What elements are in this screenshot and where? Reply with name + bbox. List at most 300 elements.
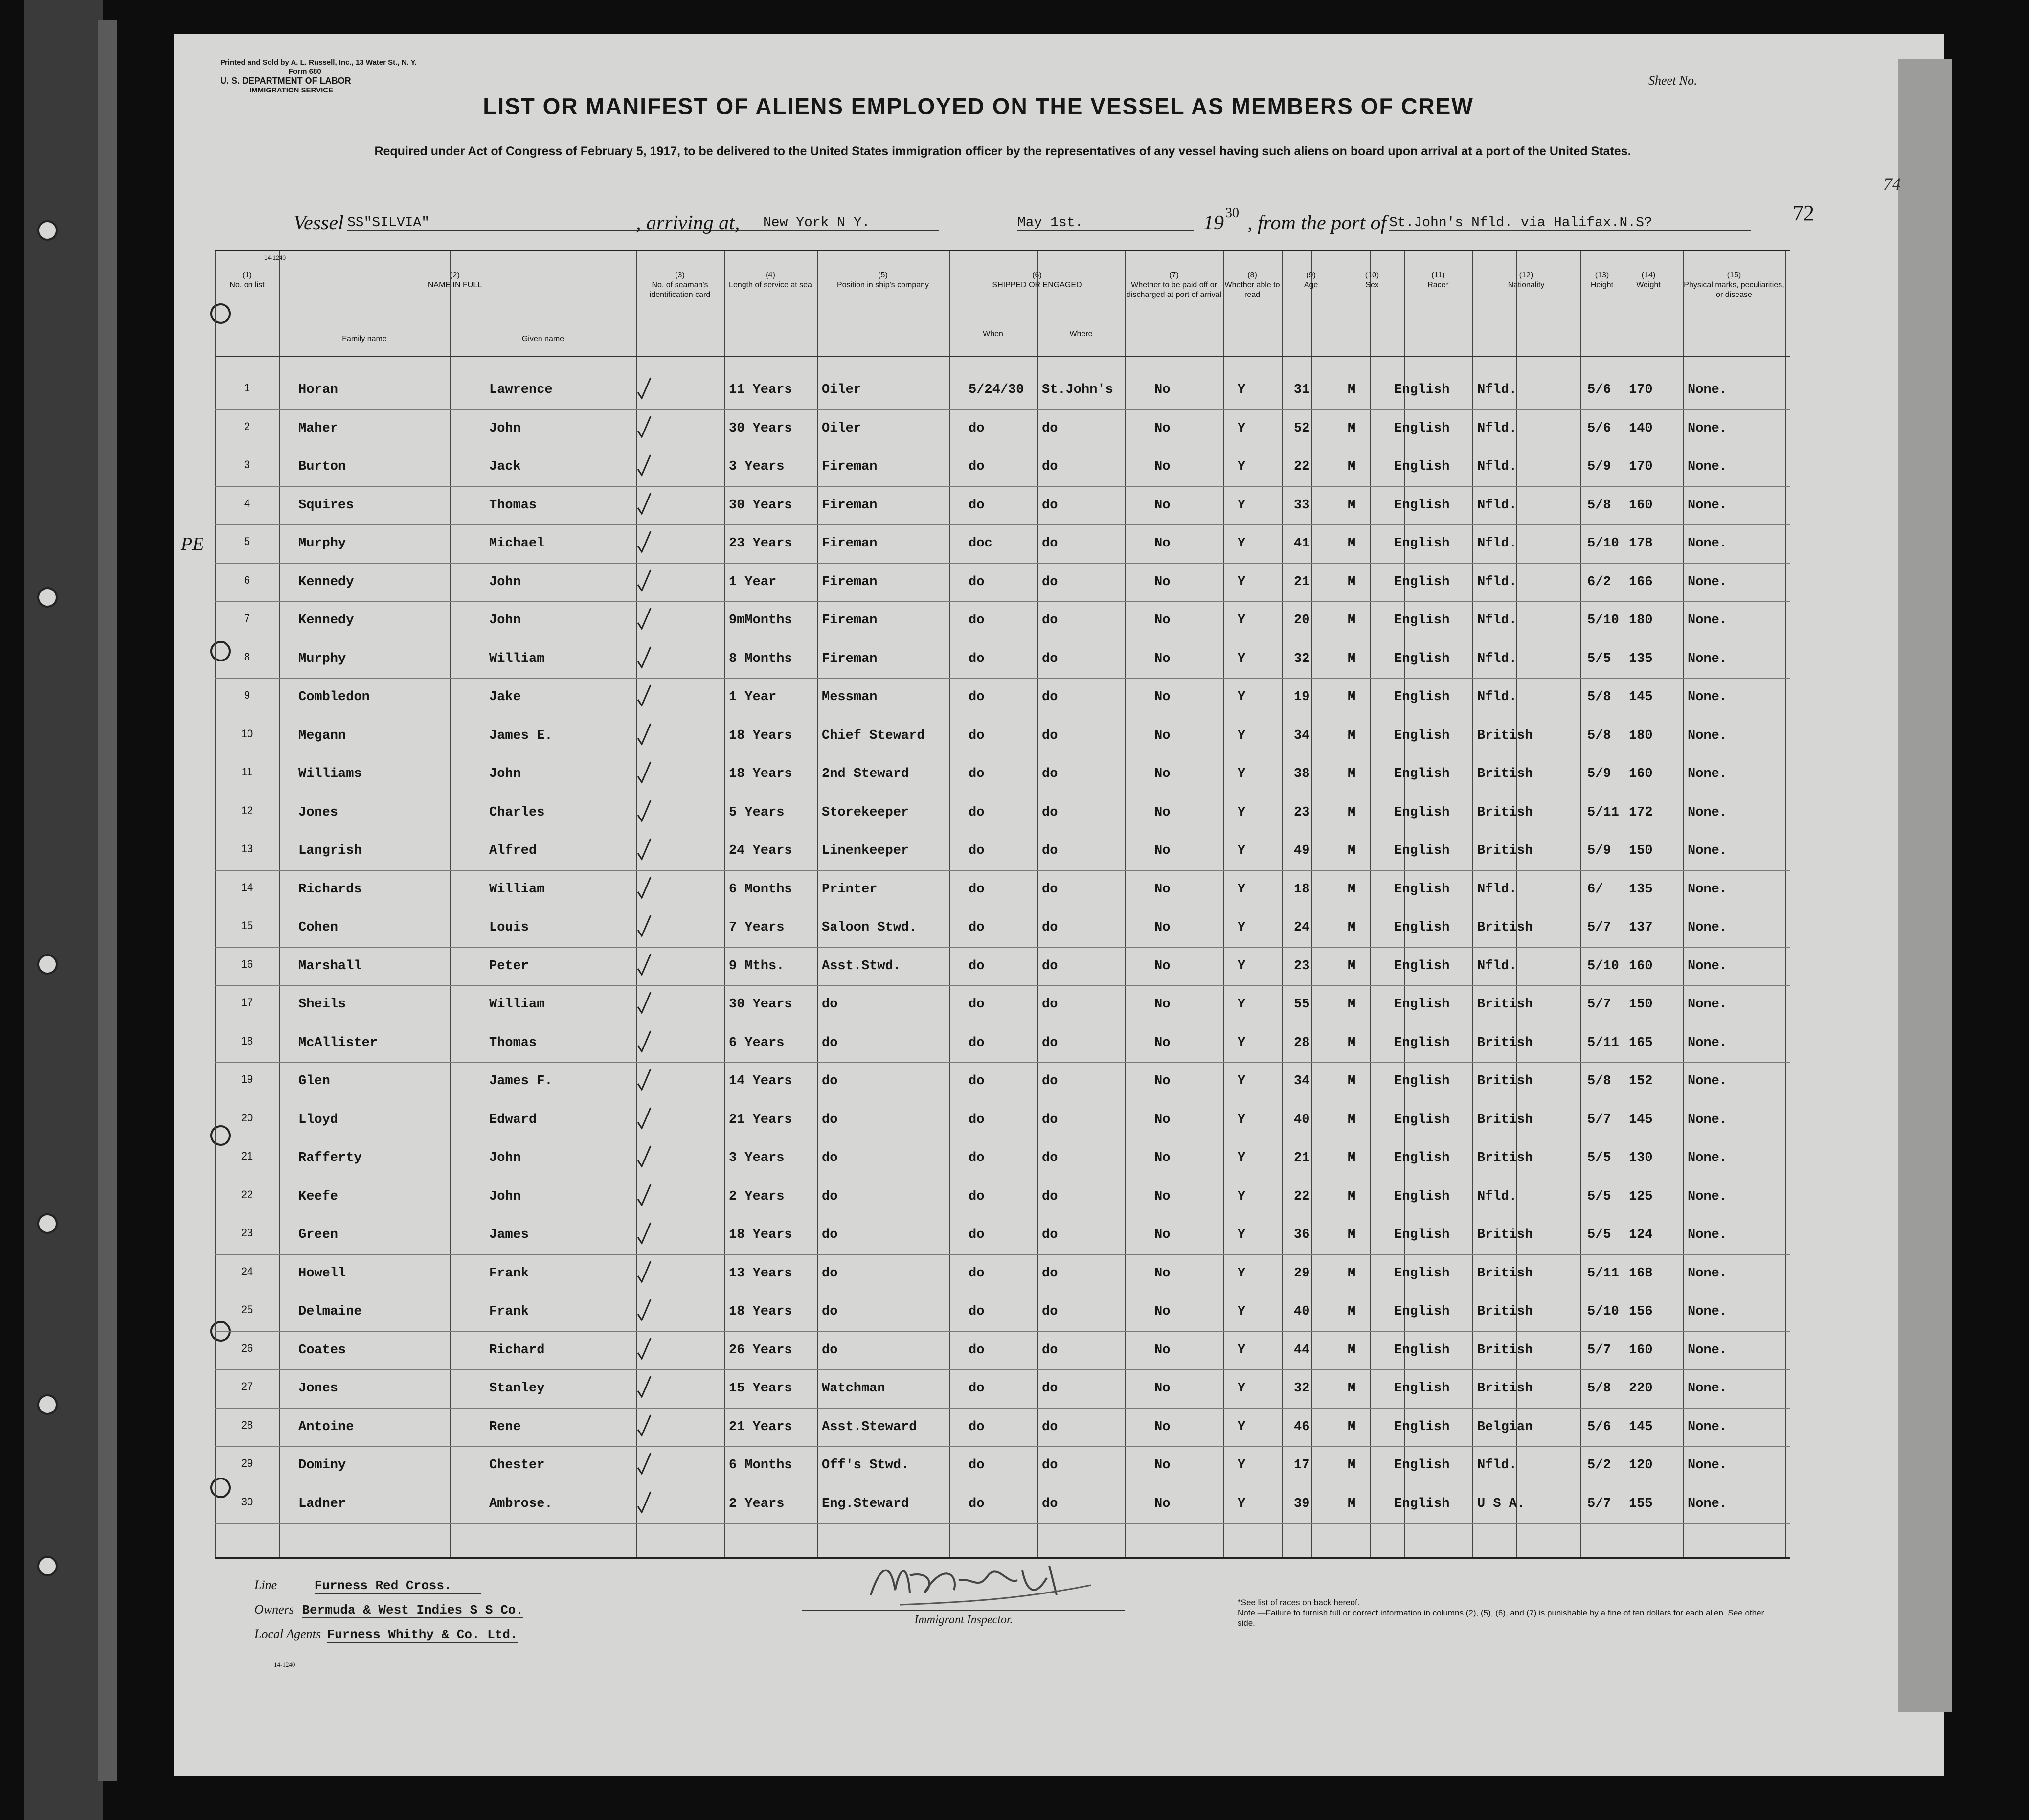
cell-read: Y	[1238, 1419, 1246, 1434]
row-number: 27	[241, 1380, 253, 1392]
cell-service: 24 Years	[729, 843, 792, 858]
column-header	[1580, 271, 1624, 290]
header-rule	[215, 356, 1790, 357]
cell-race: English	[1394, 1342, 1450, 1358]
cell-age: 24	[1294, 920, 1310, 935]
cell-height: 5/8	[1587, 498, 1611, 513]
cell-sex: M	[1348, 1266, 1356, 1281]
cell-where: do	[1042, 1342, 1058, 1358]
cell-paid: No	[1154, 536, 1171, 551]
cell-where: do	[1042, 728, 1058, 743]
cell-nat: British	[1477, 1266, 1533, 1281]
row-rule	[215, 1523, 1790, 1524]
check-mark-icon	[636, 414, 653, 440]
row-number: 29	[241, 1457, 253, 1469]
cell-given: John	[489, 767, 521, 781]
cell-nat: British	[1477, 1074, 1533, 1089]
cell-marks: None.	[1688, 1228, 1728, 1242]
cell-weight: 160	[1629, 958, 1653, 974]
column-label: Length of service at sea	[729, 281, 812, 289]
cell-service: 6 Years	[729, 1035, 785, 1050]
cell-height: 5/9	[1587, 767, 1611, 781]
column-rule	[279, 251, 280, 1557]
cell-paid: No	[1154, 805, 1171, 820]
cell-nat: Nfld.	[1477, 613, 1517, 628]
from-label: , from the port of	[1247, 212, 1387, 234]
cell-sex: M	[1348, 1496, 1356, 1511]
check-mark-icon	[636, 529, 653, 555]
cell-race: English	[1394, 997, 1450, 1012]
form-number: Form 680	[289, 68, 321, 76]
cell-service: 23 Years	[729, 536, 792, 551]
cell-where: do	[1042, 536, 1058, 551]
cell-where: do	[1042, 1381, 1058, 1396]
cell-paid: No	[1154, 1342, 1171, 1358]
inspector-signature	[861, 1556, 1105, 1610]
check-mark-icon	[636, 453, 653, 478]
column-label: Whether to be paid off or discharged at port of arrival	[1127, 281, 1221, 299]
cell-paid: No	[1154, 958, 1171, 974]
cell-family: Howell	[298, 1266, 346, 1281]
cell-family: Murphy	[298, 536, 346, 551]
column-label: Nationality	[1508, 281, 1545, 289]
cell-height: 6/2	[1587, 574, 1611, 590]
binder-spine	[98, 20, 117, 1781]
cell-read: Y	[1238, 767, 1246, 781]
column-header	[1125, 271, 1223, 300]
cell-race: English	[1394, 1381, 1450, 1396]
cell-position: Fireman	[822, 498, 878, 513]
cell-given: Peter	[489, 958, 529, 974]
cell-weight: 152	[1629, 1074, 1653, 1089]
cell-height: 5/11	[1587, 1035, 1619, 1050]
row-number: 28	[241, 1418, 253, 1431]
cell-where: do	[1042, 997, 1058, 1012]
column-label: Weight	[1636, 281, 1661, 289]
cell-paid: No	[1154, 882, 1171, 897]
column-rule	[1370, 251, 1371, 1557]
cell-family: Ladner	[298, 1496, 346, 1511]
cell-position: do	[822, 1035, 838, 1050]
cell-sex: M	[1348, 574, 1356, 590]
agents-label: Local Agents	[254, 1627, 321, 1641]
cell-age: 46	[1294, 1419, 1310, 1434]
row-number: 19	[241, 1073, 253, 1085]
cell-race: English	[1394, 690, 1450, 705]
cell-race: English	[1394, 1304, 1450, 1319]
column-header	[215, 271, 279, 290]
cell-weight: 150	[1629, 997, 1653, 1012]
cell-marks: None.	[1688, 651, 1728, 666]
check-mark-icon	[636, 1490, 653, 1515]
cell-marks: None.	[1688, 805, 1728, 820]
row-number: 25	[241, 1303, 253, 1316]
cell-given: Rene	[489, 1419, 521, 1434]
row-number: 17	[241, 996, 253, 1008]
cell-paid: No	[1154, 613, 1171, 628]
cell-given: William	[489, 997, 545, 1012]
cell-service: 30 Years	[729, 997, 792, 1012]
cell-service: 6 Months	[729, 1458, 792, 1473]
cell-sex: M	[1348, 997, 1356, 1012]
cell-marks: None.	[1688, 882, 1728, 897]
cell-given: Charles	[489, 805, 545, 820]
column-rule	[1404, 251, 1405, 1557]
cell-height: 5/10	[1587, 536, 1619, 551]
races-note: *See list of races on back hereof.	[1238, 1598, 1360, 1607]
cell-given: Chester	[489, 1458, 545, 1473]
row-rule	[215, 985, 1790, 986]
cell-nat: Nfld.	[1477, 1458, 1517, 1473]
cell-family: Combledon	[298, 690, 370, 705]
cell-where: do	[1042, 920, 1058, 935]
cell-given: Thomas	[489, 498, 537, 513]
cell-age: 40	[1294, 1112, 1310, 1127]
cell-race: English	[1394, 1112, 1450, 1127]
cell-where: do	[1042, 1266, 1058, 1281]
column-label: Whether able to read	[1224, 281, 1280, 299]
cell-weight: 220	[1629, 1381, 1653, 1396]
cell-marks: None.	[1688, 1458, 1728, 1473]
cell-weight: 135	[1629, 882, 1653, 897]
cell-height: 5/11	[1587, 1266, 1619, 1281]
cell-read: Y	[1238, 1228, 1246, 1242]
cell-where: do	[1042, 882, 1058, 897]
page-title: LIST OR MANIFEST OF ALIENS EMPLOYED ON THE VESSEL AS MEMBERS OF CREW	[483, 93, 1474, 119]
cell-family: Glen	[298, 1074, 330, 1089]
cell-marks: None.	[1688, 690, 1728, 705]
cell-weight: 124	[1629, 1228, 1653, 1242]
cell-age: 38	[1294, 767, 1310, 781]
cell-marks: None.	[1688, 843, 1728, 858]
cell-marks: None.	[1688, 383, 1728, 397]
cell-family: Kennedy	[298, 613, 354, 628]
column-number: (12)	[1519, 271, 1533, 279]
year-suffix: 30	[1225, 205, 1239, 221]
cell-where: do	[1042, 651, 1058, 666]
check-mark-icon	[636, 683, 653, 708]
cell-marks: None.	[1688, 767, 1728, 781]
cell-service: 30 Years	[729, 421, 792, 436]
cell-weight: 145	[1629, 1419, 1653, 1434]
cell-paid: No	[1154, 498, 1171, 513]
cell-marks: None.	[1688, 459, 1728, 474]
column-rule	[1311, 251, 1312, 1557]
cell-where: do	[1042, 843, 1058, 858]
cell-where: do	[1042, 767, 1058, 781]
cell-position: do	[822, 1189, 838, 1204]
cell-sex: M	[1348, 882, 1356, 897]
check-mark-icon	[636, 1106, 653, 1131]
row-number: 15	[241, 919, 253, 932]
cell-given: Jake	[489, 690, 521, 705]
cell-read: Y	[1238, 613, 1246, 628]
cell-marks: None.	[1688, 1074, 1728, 1089]
owners-row	[254, 1602, 523, 1617]
column-label: SHIPPED OR ENGAGED	[992, 281, 1082, 289]
cell-sex: M	[1348, 1419, 1356, 1434]
cell-age: 36	[1294, 1228, 1310, 1242]
voyage-line	[293, 205, 1829, 240]
cell-read: Y	[1238, 1074, 1246, 1089]
cell-paid: No	[1154, 1419, 1171, 1434]
cell-marks: None.	[1688, 574, 1728, 590]
cell-weight: 165	[1629, 1035, 1653, 1050]
cell-race: English	[1394, 1458, 1450, 1473]
cell-height: 5/7	[1587, 1112, 1611, 1127]
cell-sex: M	[1348, 767, 1356, 781]
cell-position: do	[822, 1112, 838, 1127]
cell-family: Maher	[298, 421, 338, 436]
cell-age: 32	[1294, 1381, 1310, 1396]
cell-sex: M	[1348, 536, 1356, 551]
column-header	[817, 271, 949, 290]
check-mark-icon	[636, 1374, 653, 1400]
row-number: 16	[241, 957, 253, 970]
column-header	[949, 271, 1125, 290]
cell-read: Y	[1238, 843, 1246, 858]
row-rule	[215, 563, 1790, 564]
binder-hole	[37, 954, 58, 975]
cell-weight: 150	[1629, 843, 1653, 858]
binder-strip	[24, 0, 103, 1820]
cell-race: English	[1394, 459, 1450, 474]
row-number: 10	[241, 727, 253, 740]
cell-family: Jones	[298, 805, 338, 820]
cell-position: Storekeeper	[822, 805, 909, 820]
column-header	[724, 271, 817, 290]
cell-where: do	[1042, 421, 1058, 436]
cell-race: English	[1394, 1266, 1450, 1281]
cell-sex: M	[1348, 421, 1356, 436]
column-rule	[1683, 251, 1684, 1557]
cell-service: 14 Years	[729, 1074, 792, 1089]
cell-marks: None.	[1688, 1035, 1728, 1050]
column-number: (6)	[1032, 271, 1042, 279]
column-label: Age	[1304, 281, 1318, 289]
cell-when: do	[969, 997, 985, 1012]
cell-sex: M	[1348, 1304, 1356, 1319]
cell-race: English	[1394, 805, 1450, 820]
cell-service: 2 Years	[729, 1189, 785, 1204]
cell-race: English	[1394, 536, 1450, 551]
cell-read: Y	[1238, 459, 1246, 474]
row-number: 9	[244, 689, 250, 701]
vessel-name: SS"SILVIA"	[347, 215, 910, 231]
cell-height: 5/7	[1587, 920, 1611, 935]
column-rule	[1282, 251, 1283, 1557]
cell-given: Michael	[489, 536, 545, 551]
year-prefix: 19	[1203, 212, 1224, 234]
cell-paid: No	[1154, 1266, 1171, 1281]
cell-nat: Nfld.	[1477, 1189, 1517, 1204]
cell-race: English	[1394, 767, 1450, 781]
cell-height: 5/8	[1587, 1381, 1611, 1396]
cell-read: Y	[1238, 1496, 1246, 1511]
column-number: (4)	[766, 271, 775, 279]
cell-when: do	[969, 805, 985, 820]
form-code: 14-1240	[264, 254, 286, 261]
agents-row	[254, 1627, 518, 1642]
cell-marks: None.	[1688, 1112, 1728, 1127]
cell-height: 5/5	[1587, 1189, 1611, 1204]
cell-given: John	[489, 574, 521, 590]
cell-sex: M	[1348, 1342, 1356, 1358]
cell-weight: 180	[1629, 613, 1653, 628]
cell-weight: 178	[1629, 536, 1653, 551]
cell-sex: M	[1348, 1189, 1356, 1204]
column-header	[1282, 271, 1340, 290]
cell-family: Williams	[298, 767, 362, 781]
cell-age: 40	[1294, 1304, 1310, 1319]
cell-weight: 168	[1629, 1266, 1653, 1281]
cell-weight: 170	[1629, 459, 1653, 474]
cell-where: do	[1042, 1035, 1058, 1050]
cell-family: Antoine	[298, 1419, 354, 1434]
cell-height: 6/	[1587, 882, 1603, 897]
cell-service: 8 Months	[729, 651, 792, 666]
row-rule	[215, 1446, 1790, 1447]
column-label: When	[983, 330, 1003, 338]
cell-age: 41	[1294, 536, 1310, 551]
cell-position: Watchman	[822, 1381, 885, 1396]
cell-race: English	[1394, 728, 1450, 743]
row-number: 5	[244, 535, 250, 547]
cell-nat: British	[1477, 1151, 1533, 1165]
department-name: U. S. DEPARTMENT OF LABOR	[220, 76, 351, 86]
cell-paid: No	[1154, 1112, 1171, 1127]
cell-marks: None.	[1688, 997, 1728, 1012]
cell-weight: 160	[1629, 767, 1653, 781]
cell-read: Y	[1238, 383, 1246, 397]
column-header	[1624, 271, 1673, 290]
page-number: 72	[1793, 201, 1814, 225]
cell-sex: M	[1348, 1151, 1356, 1165]
cell-where: do	[1042, 690, 1058, 705]
cell-race: English	[1394, 1496, 1450, 1511]
cell-race: English	[1394, 1074, 1450, 1089]
cell-position: Fireman	[822, 613, 878, 628]
column-header	[1683, 271, 1785, 300]
cell-age: 55	[1294, 997, 1310, 1012]
check-mark-icon	[636, 722, 653, 747]
cell-sex: M	[1348, 1381, 1356, 1396]
cell-race: English	[1394, 1151, 1450, 1165]
footer-form-code: 14-1240	[274, 1661, 295, 1668]
cell-when: do	[969, 498, 985, 513]
row-rule	[215, 1254, 1790, 1255]
cell-nat: Nfld.	[1477, 690, 1517, 705]
cell-age: 34	[1294, 1074, 1310, 1089]
check-mark-icon	[636, 913, 653, 939]
cell-when: do	[969, 1228, 985, 1242]
cell-age: 32	[1294, 651, 1310, 666]
row-number: 4	[244, 497, 250, 509]
printer-credit: Printed and Sold by A. L. Russell, Inc., 13 Water St., N. Y.	[220, 58, 417, 67]
binder-hole	[37, 587, 58, 608]
cell-read: Y	[1238, 920, 1246, 935]
cell-when: doc	[969, 536, 992, 551]
cell-weight: 166	[1629, 574, 1653, 590]
cell-paid: No	[1154, 1381, 1171, 1396]
cell-where: do	[1042, 1419, 1058, 1434]
column-rule	[817, 251, 818, 1557]
cell-position: Linenkeeper	[822, 843, 909, 858]
cell-service: 11 Years	[729, 383, 792, 397]
cell-nat: British	[1477, 767, 1533, 781]
cell-family: Lloyd	[298, 1112, 338, 1127]
cell-given: James	[489, 1228, 529, 1242]
row-number: 20	[241, 1111, 253, 1124]
column-header	[1037, 329, 1125, 339]
cell-height: 5/7	[1587, 997, 1611, 1012]
cell-sex: M	[1348, 1228, 1356, 1242]
cell-when: do	[969, 1381, 985, 1396]
line-value: Furness Red Cross.	[315, 1578, 481, 1594]
margin-number: 74	[1883, 174, 1901, 194]
column-rule	[1125, 251, 1126, 1557]
cell-family: Cohen	[298, 920, 338, 935]
cell-family: Keefe	[298, 1189, 338, 1204]
check-mark-icon	[636, 1221, 653, 1246]
cell-when: do	[969, 728, 985, 743]
cell-when: do	[969, 920, 985, 935]
column-number: (9)	[1306, 271, 1316, 279]
cell-nat: Nfld.	[1477, 459, 1517, 474]
cell-read: Y	[1238, 421, 1246, 436]
cell-family: Jones	[298, 1381, 338, 1396]
column-header	[1223, 271, 1282, 300]
cell-sex: M	[1348, 498, 1356, 513]
row-rule	[215, 1062, 1790, 1063]
column-header	[279, 271, 631, 290]
cell-position: Asst.Stwd.	[822, 958, 902, 974]
cell-nat: Nfld.	[1477, 383, 1517, 397]
cell-age: 23	[1294, 805, 1310, 820]
cell-service: 18 Years	[729, 1304, 792, 1319]
cell-read: Y	[1238, 536, 1246, 551]
cell-given: John	[489, 613, 521, 628]
check-mark-icon	[636, 837, 653, 862]
cell-position: 2nd Steward	[822, 767, 909, 781]
cell-nat: British	[1477, 1342, 1533, 1358]
column-number: (2)	[450, 271, 460, 279]
check-mark-icon	[636, 491, 653, 517]
cell-race: English	[1394, 651, 1450, 666]
cell-weight: 155	[1629, 1496, 1653, 1511]
cell-position: Fireman	[822, 536, 878, 551]
row-number: 8	[244, 650, 250, 663]
cell-where: do	[1042, 1304, 1058, 1319]
arriving-label: , arriving at,	[636, 212, 740, 234]
cell-weight: 135	[1629, 651, 1653, 666]
cell-when: do	[969, 1458, 985, 1473]
cell-when: do	[969, 421, 985, 436]
cell-where: do	[1042, 1074, 1058, 1089]
cell-given: John	[489, 421, 521, 436]
cell-nat: Belgian	[1477, 1419, 1533, 1434]
check-mark-icon	[636, 1413, 653, 1438]
cell-read: Y	[1238, 805, 1246, 820]
row-number: 3	[244, 458, 250, 471]
cell-age: 34	[1294, 728, 1310, 743]
column-number: (7)	[1169, 271, 1179, 279]
cell-height: 5/10	[1587, 613, 1619, 628]
cell-sex: M	[1348, 843, 1356, 858]
cell-race: English	[1394, 574, 1450, 590]
binder-hole	[37, 1556, 58, 1576]
cell-paid: No	[1154, 1304, 1171, 1319]
